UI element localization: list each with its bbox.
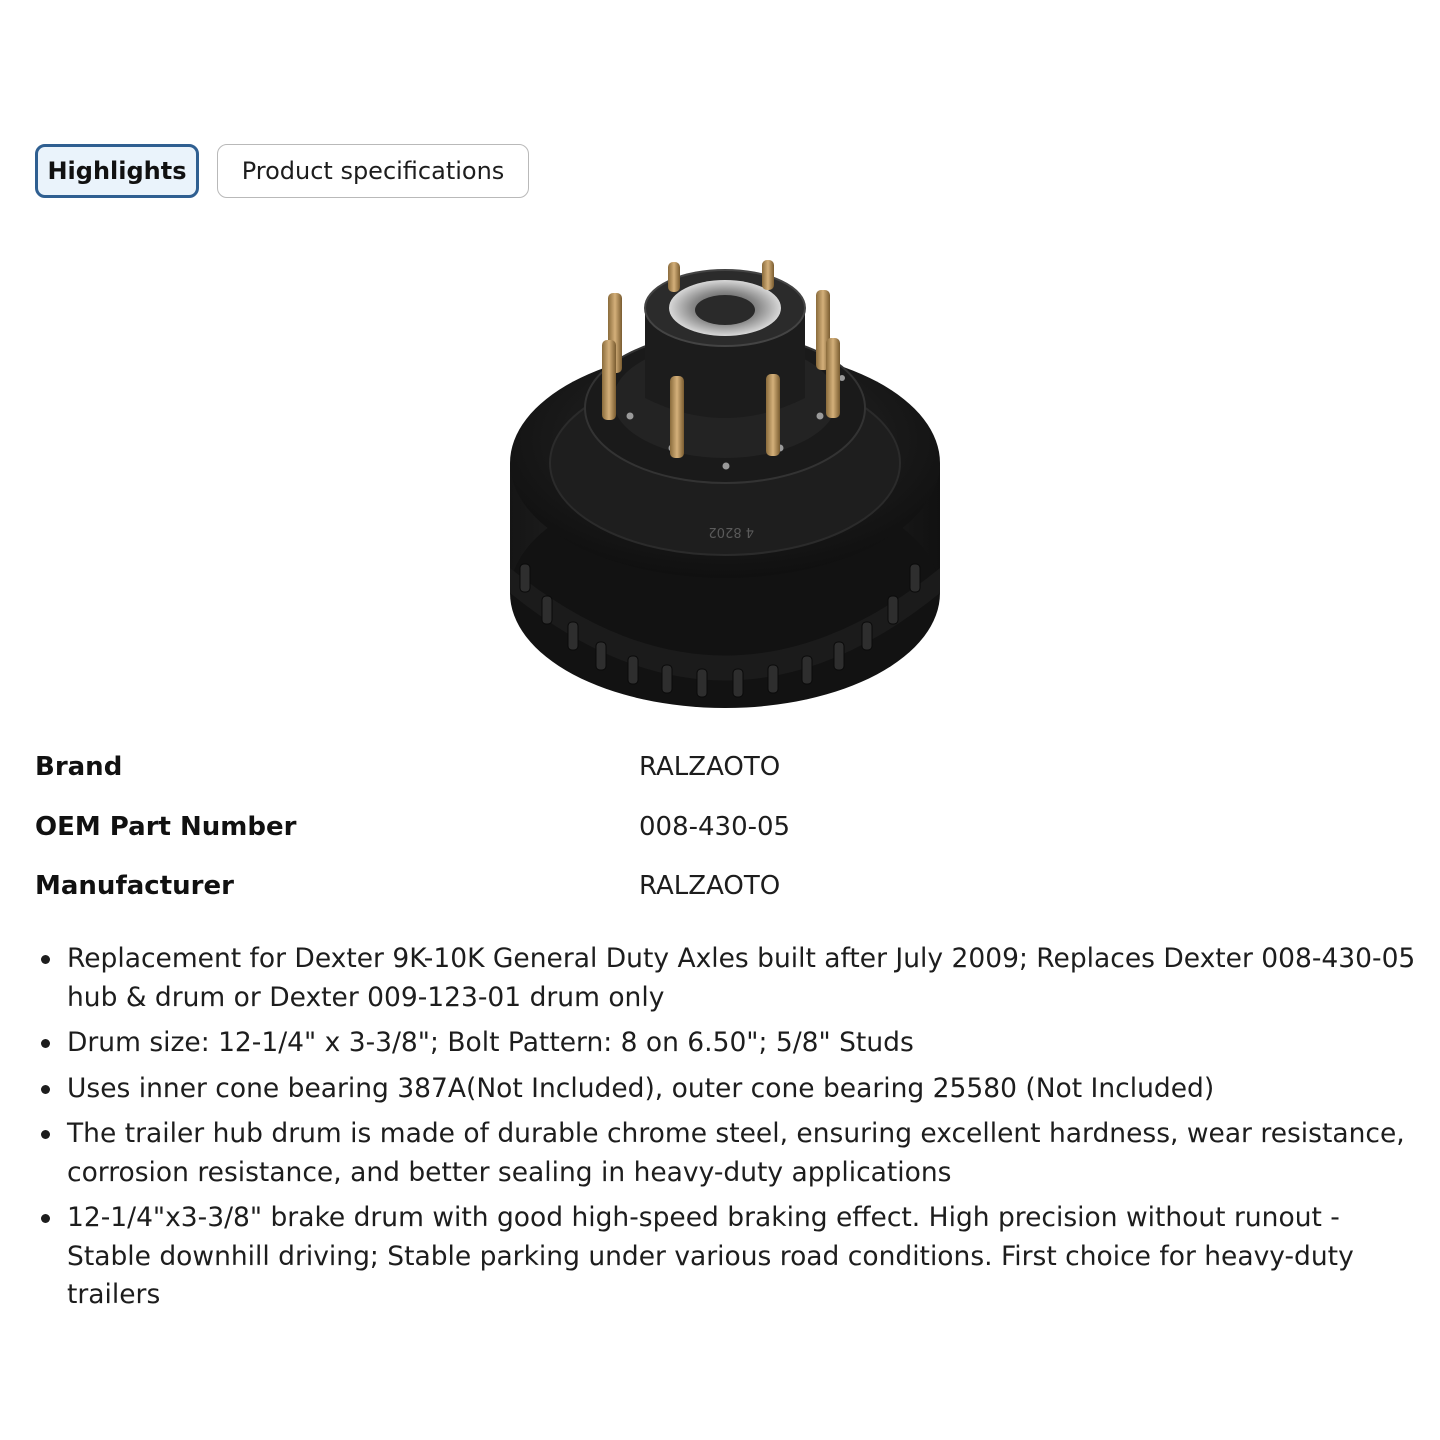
spec-value: RALZAOTO — [639, 871, 781, 901]
spec-row-manufacturer — [35, 871, 1415, 931]
tab-bar — [35, 144, 529, 198]
list-item: 12-1/4"x3-3/8" brake drum with good high-speed braking effect. High precision without runout - Stable downhill driving; Stable parking under various road conditions. First choice for heavy-duty trailers — [35, 1199, 1420, 1315]
spec-row-oem-part-number — [35, 812, 1415, 872]
drum-stamp: 4 8202 — [708, 524, 754, 539]
tab-product-specifications[interactable]: Product specifications — [217, 144, 529, 198]
spec-value: RALZAOTO — [639, 752, 781, 782]
spec-label: Brand — [35, 752, 123, 782]
spec-table — [35, 752, 1415, 931]
highlights-list — [35, 940, 1420, 1322]
tab-highlights[interactable]: Highlights — [35, 144, 199, 198]
product-image — [490, 248, 960, 718]
list-item: The trailer hub drum is made of durable chrome steel, ensuring excellent hardness, wear resistance, corrosion resistance, and better sealing in heavy-duty applications — [35, 1115, 1420, 1192]
list-item: Replacement for Dexter 9K-10K General Duty Axles built after July 2009; Replaces Dexter 008-430-05 hub & drum or Dexter 009-123-01 drum only — [35, 940, 1420, 1017]
spec-row-brand — [35, 752, 1415, 812]
list-item: Uses inner cone bearing 387A(Not Included), outer cone bearing 25580 (Not Included) — [35, 1070, 1420, 1109]
list-item: Drum size: 12-1/4" x 3-3/8"; Bolt Pattern: 8 on 6.50"; 5/8" Studs — [35, 1024, 1420, 1063]
spec-label: Manufacturer — [35, 871, 234, 901]
spec-value: 008-430-05 — [639, 811, 791, 842]
spec-label: OEM Part Number — [35, 811, 297, 842]
